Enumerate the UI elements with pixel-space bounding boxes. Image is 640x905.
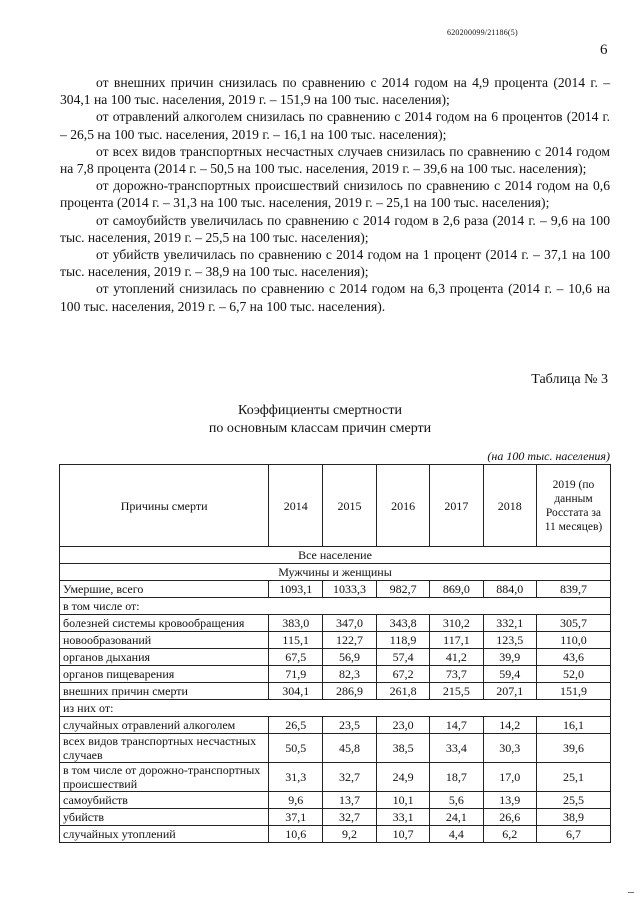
- value-cell: 18,7: [430, 763, 483, 792]
- table-row: [60, 581, 611, 598]
- value-cell: 32,7: [323, 763, 377, 792]
- value-cell: 117,1: [430, 632, 483, 649]
- value-cell: 25,5: [536, 792, 610, 809]
- table-row: [60, 792, 611, 809]
- value-cell: 4,4: [430, 826, 483, 843]
- table-row: [60, 826, 611, 843]
- column-header-year: 2015: [323, 465, 377, 547]
- value-cell: 332,1: [483, 615, 536, 632]
- value-cell: 45,8: [323, 734, 377, 763]
- table-row: [60, 632, 611, 649]
- value-cell: 24,9: [376, 763, 429, 792]
- value-cell: 57,4: [376, 649, 429, 666]
- paragraph-drownings: от утоплений снизилась по сравнению с 2014 годом на 6,3 процента (2014 г. – 10,6 на 100 тыс. населения, 2019 г. – 6,7 на 100 тыс. населения).: [60, 281, 610, 314]
- value-cell: 151,9: [536, 683, 610, 700]
- section-men-women: Мужчины и женщины: [60, 564, 611, 581]
- value-cell: 9,6: [269, 792, 323, 809]
- table-subheader-row: [60, 700, 611, 717]
- value-cell: 23,0: [376, 717, 429, 734]
- value-cell: 31,3: [269, 763, 323, 792]
- mortality-table: [59, 464, 611, 843]
- paragraph-transport: от всех видов транспортных несчастных случаев снизилась по сравнению с 2014 годом на 7,8 процента (2014 г. – 50,5 на 100 тыс. населения, 2019 г. – 39,6 на 100 тыс. населения);: [60, 143, 610, 177]
- value-cell: 286,9: [323, 683, 377, 700]
- value-cell: 122,7: [323, 632, 377, 649]
- value-cell: 17,0: [483, 763, 536, 792]
- value-cell: 16,1: [536, 717, 610, 734]
- cause-name-cell: случайных утоплений: [60, 826, 269, 843]
- table-row: [60, 666, 611, 683]
- value-cell: 37,1: [269, 809, 323, 826]
- cause-name-cell: органов пищеварения: [60, 666, 269, 683]
- value-cell: 6,7: [536, 826, 610, 843]
- value-cell: 13,7: [323, 792, 377, 809]
- column-header-2019: 2019 (по данным Росстата за 11 месяцев): [536, 465, 610, 547]
- value-cell: 304,1: [269, 683, 323, 700]
- value-cell: 383,0: [269, 615, 323, 632]
- cause-name-cell: из них от:: [60, 700, 611, 717]
- column-header-year: 2014: [269, 465, 323, 547]
- value-cell: 26,5: [269, 717, 323, 734]
- value-cell: 30,3: [483, 734, 536, 763]
- value-cell: 24,1: [430, 809, 483, 826]
- value-cell: 110,0: [536, 632, 610, 649]
- cause-name-cell: органов дыхания: [60, 649, 269, 666]
- value-cell: 26,6: [483, 809, 536, 826]
- value-cell: 10,1: [376, 792, 429, 809]
- value-cell: 23,5: [323, 717, 377, 734]
- paragraph-external-causes: от внешних причин снизилась по сравнению с 2014 годом на 4,9 процента (2014 г. – 304,1 на 100 тыс. населения, 2019 г. – 151,9 на 100 тыс. населения);: [60, 75, 610, 108]
- cause-name-cell: убийств: [60, 809, 269, 826]
- table-body: [60, 547, 611, 843]
- value-cell: 52,0: [536, 666, 610, 683]
- value-cell: 10,7: [376, 826, 429, 843]
- value-cell: 38,9: [536, 809, 610, 826]
- value-cell: 884,0: [483, 581, 536, 598]
- value-cell: 869,0: [430, 581, 483, 598]
- value-cell: 56,9: [323, 649, 377, 666]
- page-number: 6: [600, 42, 608, 58]
- value-cell: 71,9: [269, 666, 323, 683]
- paragraph-road-accidents: от дорожно-транспортных происшествий снизилось по сравнению с 2014 годом на 0,6 процента (2014 г. – 31,3 на 100 тыс. населения, 2019 г. – 25,1 на 100 тыс. населения);: [60, 178, 610, 211]
- value-cell: 215,5: [430, 683, 483, 700]
- table-row: [60, 615, 611, 632]
- value-cell: 67,2: [376, 666, 429, 683]
- value-cell: 6,2: [483, 826, 536, 843]
- table-row: [60, 734, 611, 763]
- column-header-cause: Причины смерти: [60, 465, 269, 547]
- value-cell: 14,7: [430, 717, 483, 734]
- table-title-line-2: по основным классам причин смерти: [208, 421, 432, 436]
- column-header-year: 2018: [483, 465, 536, 547]
- value-cell: 261,8: [376, 683, 429, 700]
- table-title-line-1: Коэффициенты смертности: [238, 403, 402, 418]
- units-note: (на 100 тыс. населения): [487, 449, 610, 463]
- cause-name-cell: Умершие, всего: [60, 581, 269, 598]
- value-cell: 839,7: [536, 581, 610, 598]
- cause-name-cell: внешних причин смерти: [60, 683, 269, 700]
- value-cell: 1093,1: [269, 581, 323, 598]
- value-cell: 38,5: [376, 734, 429, 763]
- section-row: [60, 547, 611, 564]
- page-mark: –: [628, 884, 634, 898]
- value-cell: 73,7: [430, 666, 483, 683]
- paragraph-homicides: от убийств увеличилась по сравнению с 2014 годом на 1 процент (2014 г. – 37,1 на 100 тыс. населения, 2019 г. – 38,9 на 100 тыс. населения);: [60, 247, 610, 280]
- cause-name-cell: новообразований: [60, 632, 269, 649]
- value-cell: 305,7: [536, 615, 610, 632]
- paragraph-suicides: от самоубийств увеличилась по сравнению с 2014 годом в 2,6 раза (2014 г. – 9,6 на 100 тыс. населения, 2019 г. – 25,5 на 100 тыс. населения);: [60, 212, 610, 245]
- body-text: [60, 74, 610, 315]
- table-title: [0, 402, 640, 438]
- cause-name-cell: всех видов транспортных несчастных случаев: [60, 734, 269, 763]
- cause-name-cell: в том числе от дорожно-транспортных происшествий: [60, 763, 269, 792]
- value-cell: 1033,3: [323, 581, 377, 598]
- value-cell: 347,0: [323, 615, 377, 632]
- value-cell: 14,2: [483, 717, 536, 734]
- table-label: Таблица № 3: [531, 372, 608, 387]
- table-row: [60, 683, 611, 700]
- value-cell: 67,5: [269, 649, 323, 666]
- cause-name-cell: самоубийств: [60, 792, 269, 809]
- value-cell: 39,6: [536, 734, 610, 763]
- value-cell: 41,2: [430, 649, 483, 666]
- value-cell: 115,1: [269, 632, 323, 649]
- column-header-year: 2017: [430, 465, 483, 547]
- table-subheader-row: [60, 598, 611, 615]
- value-cell: 207,1: [483, 683, 536, 700]
- section-all-population: Все население: [60, 547, 611, 564]
- value-cell: 5,6: [430, 792, 483, 809]
- value-cell: 39,9: [483, 649, 536, 666]
- cause-name-cell: в том числе от:: [60, 598, 611, 615]
- value-cell: 33,4: [430, 734, 483, 763]
- value-cell: 25,1: [536, 763, 610, 792]
- value-cell: 123,5: [483, 632, 536, 649]
- table-row: [60, 717, 611, 734]
- paragraph-alcohol: от отравлений алкоголем снизилась по сравнению с 2014 годом на 6 процентов (2014 г. – 26,5 на 100 тыс. населения, 2019 г. – 16,1 на 100 тыс. населения);: [60, 109, 610, 142]
- table-row: [60, 763, 611, 792]
- value-cell: 33,1: [376, 809, 429, 826]
- value-cell: 310,2: [430, 615, 483, 632]
- value-cell: 118,9: [376, 632, 429, 649]
- value-cell: 43,6: [536, 649, 610, 666]
- section-row: [60, 564, 611, 581]
- value-cell: 13,9: [483, 792, 536, 809]
- value-cell: 82,3: [323, 666, 377, 683]
- table-header-row: [60, 465, 611, 547]
- column-header-year: 2016: [376, 465, 429, 547]
- cause-name-cell: случайных отравлений алкоголем: [60, 717, 269, 734]
- document-id: 620200099/21186(5): [447, 28, 518, 37]
- value-cell: 10,6: [269, 826, 323, 843]
- value-cell: 59,4: [483, 666, 536, 683]
- value-cell: 32,7: [323, 809, 377, 826]
- value-cell: 343,8: [376, 615, 429, 632]
- table-row: [60, 649, 611, 666]
- value-cell: 50,5: [269, 734, 323, 763]
- table-row: [60, 809, 611, 826]
- value-cell: 982,7: [376, 581, 429, 598]
- value-cell: 9,2: [323, 826, 377, 843]
- cause-name-cell: болезней системы кровообращения: [60, 615, 269, 632]
